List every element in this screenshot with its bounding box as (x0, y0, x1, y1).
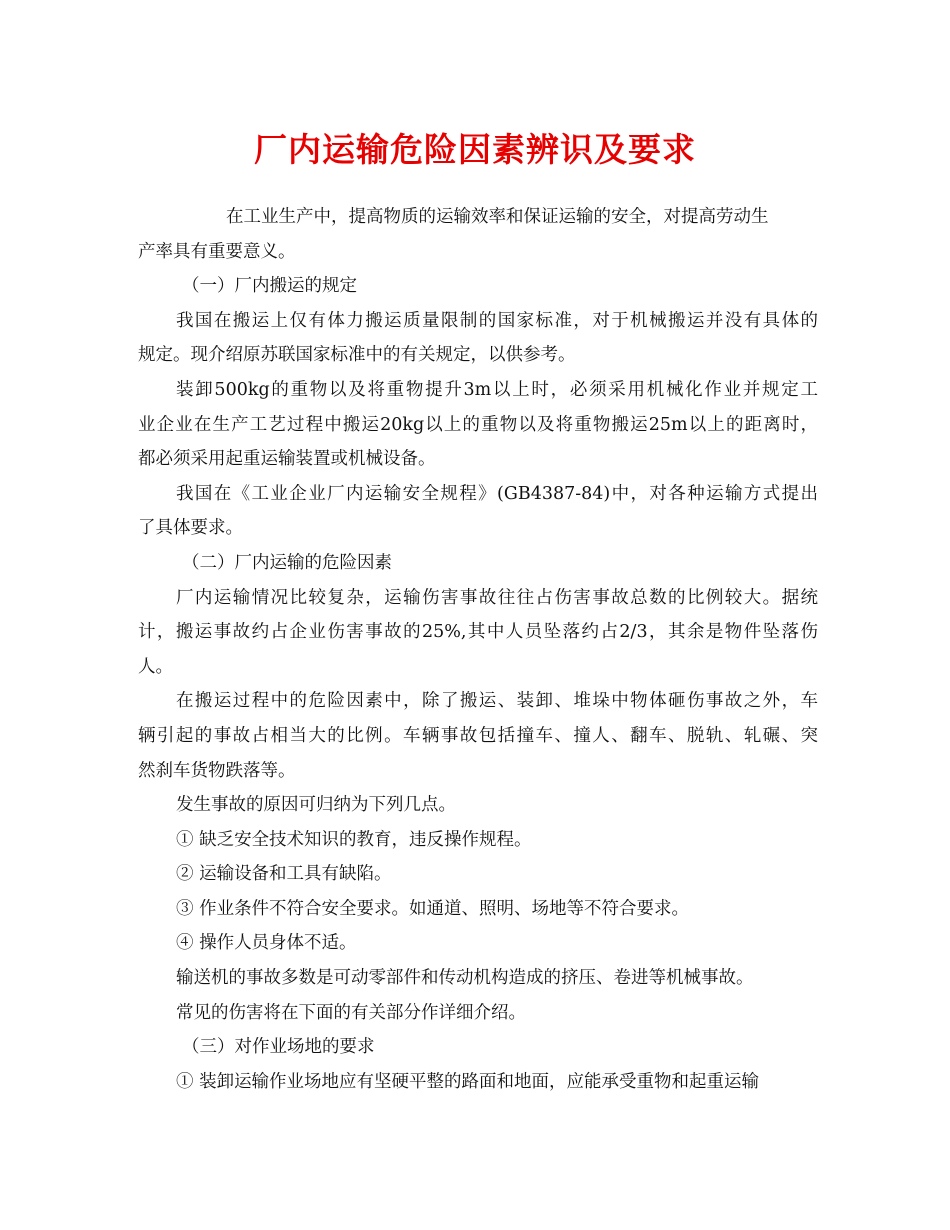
document-body (138, 200, 818, 1099)
section-heading: （一）厂内搬运的规定 (182, 276, 357, 297)
body-line: 输送机的事故多数是可动零部件和传动机构造成的挤压、卷进等机械事故。 (176, 968, 754, 989)
section-heading: （二）厂内运输的危险因素 (182, 552, 392, 573)
body-line: 厂内运输情况比较复杂，运输伤害事故往往占伤害事故总数的比例较大。据统 (176, 587, 818, 608)
document-title: 厂内运输危险因素辨识及要求 (254, 130, 696, 169)
body-line: 发生事故的原因可归纳为下列几点。 (176, 795, 456, 816)
list-item: ③ 作业条件不符合安全要求。如通道、照明、场地等不符合要求。 (176, 898, 690, 919)
body-line: 我国在《工业企业厂内运输安全规程》(GB4387-84)中，对各种运输方式提出 (176, 483, 818, 504)
body-line: 辆引起的事故占相当大的比例。车辆事故包括撞车、撞人、翻车、脱轨、轧碾、突 (138, 725, 818, 746)
body-line: 计，搬运事故约占企业伤害事故的25%,其中人员坠落约占2/3，其余是物件坠落伤 (138, 622, 818, 643)
list-item: ① 缺乏安全技术知识的教育，违反操作规程。 (176, 829, 532, 850)
body-line: 产率具有重要意义。 (138, 241, 296, 262)
body-line: 我国在搬运上仅有体力搬运质量限制的国家标准，对于机械搬运并没有具体的 (176, 310, 818, 331)
body-line: 然刹车货物跌落等。 (138, 760, 296, 781)
body-line: 装卸500kg的重物以及将重物提升3m以上时，必须采用机械化作业并规定工 (176, 379, 818, 400)
body-line: 都必须采用起重运输装置或机械设备。 (138, 449, 436, 470)
list-item: ② 运输设备和工具有缺陷。 (176, 864, 392, 885)
body-line: 规定。现介绍原苏联国家标准中的有关规定，以供参考。 (138, 345, 576, 366)
body-line: 人。 (138, 656, 173, 677)
list-item: ① 装卸运输作业场地应有坚硬平整的路面和地面，应能承受重物和起重运输 (176, 1071, 760, 1092)
body-line: 在搬运过程中的危险因素中，除了搬运、装卸、堆垛中物体砸伤事故之外，车 (176, 691, 818, 712)
list-item: ④ 操作人员身体不适。 (176, 933, 357, 954)
body-line: 了具体要求。 (138, 518, 243, 539)
body-line: 业企业在生产工艺过程中搬运20kg以上的重物以及将重物搬运25m以上的距离时， (138, 414, 818, 435)
body-line: 常见的伤害将在下面的有关部分作详细介绍。 (176, 1002, 526, 1023)
section-heading: （三）对作业场地的要求 (182, 1037, 375, 1058)
body-line: 在工业生产中，提高物质的运输效率和保证运输的安全，对提高劳动生 (226, 207, 769, 227)
